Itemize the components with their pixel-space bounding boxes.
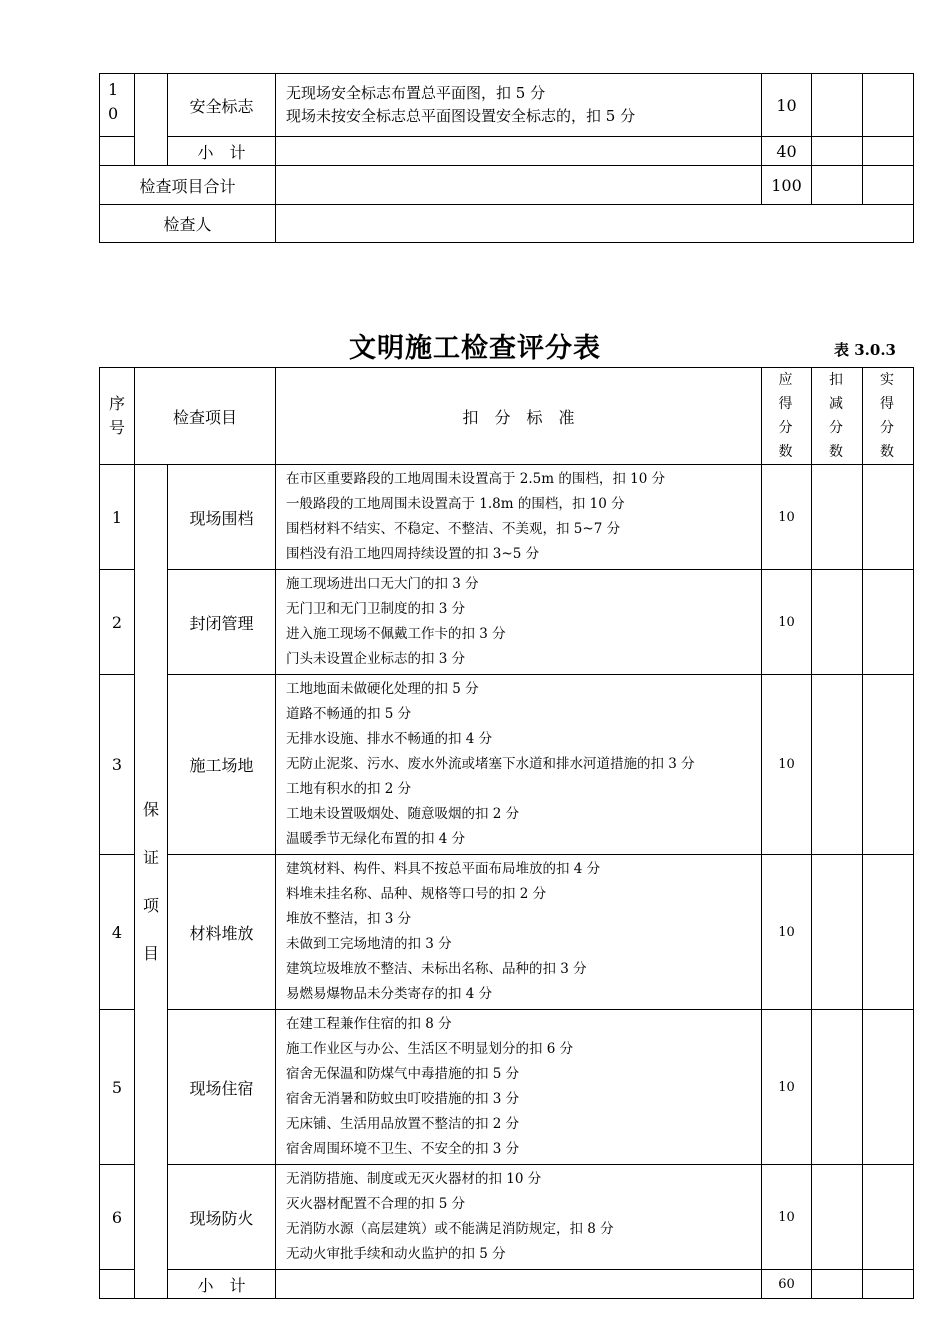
deduct-score: [812, 675, 863, 855]
inspector-row: [100, 205, 914, 243]
deduct-score: [812, 1270, 863, 1299]
inspector-label: 检查人: [100, 205, 276, 243]
deduction-standards: [276, 675, 762, 855]
standard-line: 在建工程兼作住宿的扣 8 分: [286, 1016, 452, 1032]
standard-line: 灭火器材配置不合理的扣 5 分: [286, 1196, 466, 1212]
header-seq-line: 号: [108, 418, 125, 437]
table-number: 表 3.0.3: [834, 341, 896, 359]
standard-line: 一般路段的工地周围未设置高于 1.8m 的围档，扣 10 分: [286, 496, 625, 512]
actual-score: [863, 1165, 914, 1270]
standard-line: 工地地面未做硬化处理的扣 5 分: [286, 681, 479, 697]
row-seq: 6: [100, 1165, 135, 1270]
due-score: 10: [762, 74, 812, 137]
row-seq: 5: [100, 1010, 135, 1165]
due-score: 10: [762, 855, 812, 1010]
deduction-standards: [276, 1165, 762, 1270]
header-due-line: 分 数: [778, 420, 799, 460]
standard-line: 施工作业区与办公、生活区不明显划分的扣 6 分: [286, 1041, 574, 1057]
deduct-score: [812, 74, 863, 137]
deduction-standards: [276, 465, 762, 570]
actual-score: [863, 675, 914, 855]
header-due-line: 应 得: [778, 372, 799, 412]
group-label: [135, 465, 168, 1299]
inspector-value: [276, 205, 914, 243]
group-label-char: 项: [142, 895, 159, 915]
due-score: 10: [762, 1165, 812, 1270]
standard-line: 围档材料不结实、不稳定、不整洁、不美观，扣 5~7 分: [286, 521, 621, 537]
standard-line: 无现场安全标志布置总平面图，扣 5 分: [286, 84, 546, 102]
table-row: [100, 675, 914, 855]
actual-score: [863, 74, 914, 137]
standard-line: 在市区重要路段的工地周围未设置高于 2.5m 的围档，扣 10 分: [286, 471, 666, 487]
item-name: 现场围档: [168, 465, 276, 570]
deduction-standards: [276, 74, 762, 137]
group-label-char: 目: [142, 943, 159, 963]
total-row: [100, 166, 914, 205]
standard-line: 宿舍无保温和防煤气中毒措施的扣 5 分: [286, 1066, 520, 1082]
deduct-score: [812, 1165, 863, 1270]
standard-line: 宿舍无消暑和防蚊虫叮咬措施的扣 3 分: [286, 1091, 520, 1107]
subtotal-score: 40: [762, 137, 812, 166]
deduction-standards: [276, 1010, 762, 1165]
seq-cell: [100, 74, 135, 137]
deduct-score: [812, 166, 863, 205]
item-name: 现场防火: [168, 1165, 276, 1270]
due-score: 10: [762, 675, 812, 855]
standard-line: 现场未按安全标志总平面图设置安全标志的，扣 5 分: [286, 107, 636, 125]
standard-line: 宿舍周围环境不卫生、不安全的扣 3 分: [286, 1141, 520, 1157]
standard-line: 无门卫和无门卫制度的扣 3 分: [286, 601, 466, 617]
actual-score: [863, 855, 914, 1010]
standard-line: 围档没有沿工地四周持续设置的扣 3~5 分: [286, 546, 540, 562]
due-score: 10: [762, 465, 812, 570]
item-name: 封闭管理: [168, 570, 276, 675]
row-seq: 2: [100, 570, 135, 675]
item-name: 安全标志: [168, 74, 276, 137]
standard-line: 无消防水源（高层建筑）或不能满足消防规定，扣 8 分: [286, 1221, 614, 1237]
deduct-score: [812, 570, 863, 675]
seq-digit: 0: [108, 104, 119, 123]
header-seq-line: 序: [108, 394, 125, 413]
subtotal-row: [100, 137, 914, 166]
subtotal-score: 60: [762, 1270, 812, 1299]
standard-line: 料堆未挂名称、品种、规格等口号的扣 2 分: [286, 886, 547, 902]
standard-line: 未做到工完场地清的扣 3 分: [286, 936, 452, 952]
item-name: 材料堆放: [168, 855, 276, 1010]
actual-score: [863, 1010, 914, 1165]
table-row: [100, 855, 914, 1010]
standard-empty: [276, 1270, 762, 1299]
item-name: 施工场地: [168, 675, 276, 855]
seq-cell: [100, 1270, 135, 1299]
standard-line: 施工现场进出口无大门的扣 3 分: [286, 576, 479, 592]
due-score: 10: [762, 1010, 812, 1165]
standard-line: 建筑垃圾堆放不整洁、未标出名称、品种的扣 3 分: [286, 961, 587, 977]
seq-cell: [100, 137, 135, 166]
header-due: [762, 368, 812, 465]
standard-line: 道路不畅通的扣 5 分: [286, 706, 412, 722]
deduction-standards: [276, 855, 762, 1010]
score-table: [99, 367, 914, 1299]
due-score: 10: [762, 570, 812, 675]
subtotal-label: 小 计: [168, 137, 276, 166]
group-label-char: 保: [142, 799, 159, 819]
standard-line: 无排水设施、排水不畅通的扣 4 分: [286, 731, 493, 747]
subtotal-row: [100, 1270, 914, 1299]
row-seq: 1: [100, 465, 135, 570]
standard-line: 无床铺、生活用品放置不整洁的扣 2 分: [286, 1116, 520, 1132]
group-cell: [135, 74, 168, 166]
standard-line: 门头未设置企业标志的扣 3 分: [286, 651, 466, 667]
actual-score: [863, 570, 914, 675]
standard-line: 建筑材料、构件、料具不按总平面布局堆放的扣 4 分: [286, 861, 601, 877]
header-item: 检查项目: [135, 368, 276, 465]
header-row: [100, 368, 914, 465]
standard-line: 无动火审批手续和动火监护的扣 5 分: [286, 1246, 506, 1262]
standard-line: 温暖季节无绿化布置的扣 4 分: [286, 831, 466, 847]
header-standard: 扣 分 标 准: [276, 368, 762, 465]
page-title: 文明施工检查评分表: [349, 333, 601, 364]
standard-line: 无防止泥浆、污水、废水外流或堵塞下水道和排水河道措施的扣 3 分: [286, 756, 695, 772]
table-row: [100, 570, 914, 675]
deduct-score: [812, 855, 863, 1010]
standard-line: 工地未设置吸烟处、随意吸烟的扣 2 分: [286, 806, 520, 822]
seq-digit: 1: [108, 80, 119, 99]
row-seq: 3: [100, 675, 135, 855]
header-actual-line: 分 数: [880, 420, 901, 460]
table-row: [100, 74, 914, 137]
item-name: 现场住宿: [168, 1010, 276, 1165]
header-actual: [863, 368, 914, 465]
deduct-score: [812, 137, 863, 166]
standard-line: 工地有积水的扣 2 分: [286, 781, 412, 797]
standard-line: 无消防措施、制度或无灭火器材的扣 10 分: [286, 1171, 542, 1187]
standard-line: 堆放不整洁，扣 3 分: [286, 911, 412, 927]
deduct-score: [812, 465, 863, 570]
deduct-score: [812, 1010, 863, 1165]
standard-line: 易燃易爆物品未分类寄存的扣 4 分: [286, 986, 493, 1002]
header-deduct-line: 分 数: [829, 420, 850, 460]
row-seq: 4: [100, 855, 135, 1010]
header-deduct: [812, 368, 863, 465]
group-label-char: 证: [142, 847, 159, 867]
actual-score: [863, 137, 914, 166]
total-label: 检查项目合计: [100, 166, 276, 205]
table-row: [100, 1165, 914, 1270]
total-score: 100: [762, 166, 812, 205]
standard-empty: [276, 137, 762, 166]
header-actual-line: 实 得: [880, 372, 901, 412]
header-deduct-line: 扣 减: [829, 372, 850, 412]
standard-empty: [276, 166, 762, 205]
actual-score: [863, 465, 914, 570]
actual-score: [863, 166, 914, 205]
standard-line: 进入施工现场不佩戴工作卡的扣 3 分: [286, 626, 506, 642]
actual-score: [863, 1270, 914, 1299]
deduction-standards: [276, 570, 762, 675]
previous-table-tail: [99, 73, 914, 243]
table-row: [100, 465, 914, 570]
header-seq: [100, 368, 135, 465]
table-row: [100, 1010, 914, 1165]
subtotal-label: 小 计: [168, 1270, 276, 1299]
